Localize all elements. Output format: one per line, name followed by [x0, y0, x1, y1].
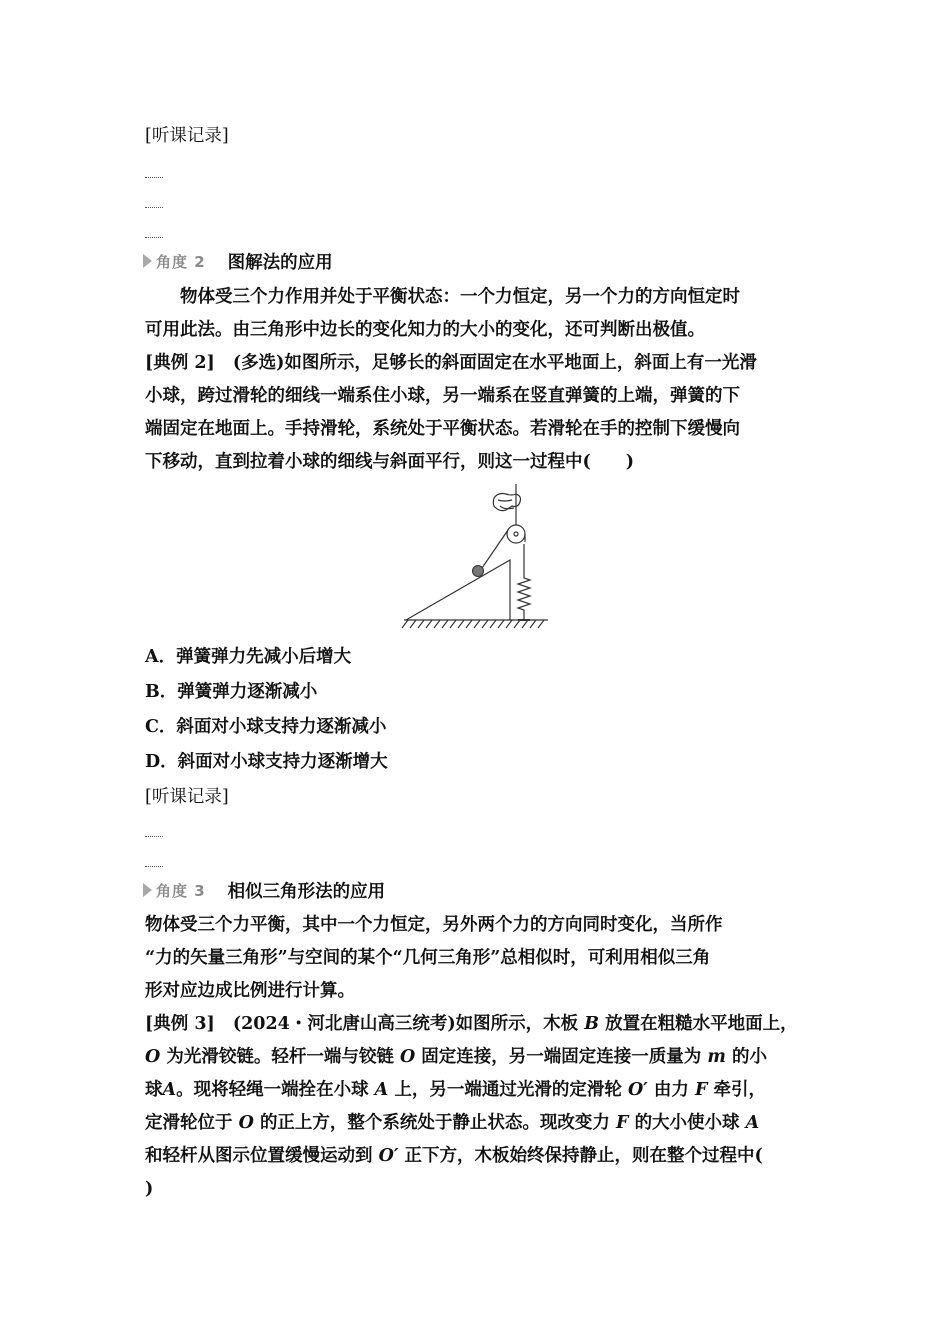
note-line: [145, 207, 163, 208]
example-text: 的正上方，整个系统处于静止状态。现改变力: [259, 1113, 610, 1133]
option-a: A．弹簧弹力先减小后增大: [145, 647, 352, 667]
paragraph-line: 物体受三个力作用并处于平衡状态：一个力恒定，另一个力的方向恒定时: [180, 287, 740, 307]
example-3-line: [145, 1111, 759, 1135]
var-a: A: [374, 1080, 389, 1100]
option-d: D．斜面对小球支持力逐渐增大: [145, 752, 388, 772]
option-b: B．弹簧弹力逐渐减小: [145, 682, 318, 702]
listening-record-label: [听课记录]: [145, 126, 229, 146]
incline-pulley-spring-diagram: [398, 482, 552, 634]
note-line: [145, 177, 163, 178]
triangle-marker-icon: [143, 254, 152, 268]
var-b: B: [584, 1014, 599, 1034]
example-3-line: [145, 1144, 763, 1168]
example-2-line: 下移动，直到拉着小球的细线与斜面平行，则这一过程中( ): [145, 452, 635, 472]
listening-record-label: [听课记录]: [145, 787, 229, 807]
example-text: 上，另一端通过光滑的定滑轮: [394, 1080, 622, 1100]
example-text: 放置在粗糙水平地面上，: [605, 1014, 798, 1034]
example-text: 由力: [653, 1080, 689, 1100]
example-text: 的小: [732, 1047, 767, 1067]
example-text: (多选)如图所示，足够长的斜面固定在水平地面上，斜面上有一光滑: [232, 353, 757, 373]
triangle-marker-icon: [143, 883, 152, 897]
var-o: O: [399, 1047, 416, 1067]
section-title: 相似三角形法的应用: [227, 881, 386, 902]
example-text: 为光滑铰链。轻杆一端与铰链: [166, 1047, 394, 1067]
example-2-line: 小球，跨过滑轮的细线一端系住小球，另一端系在竖直弹簧的上端，弹簧的下: [145, 386, 740, 406]
example-text: 的大小使小球: [634, 1113, 740, 1133]
section-heading-angle-2: [143, 250, 333, 272]
example-3-line: [145, 1045, 767, 1069]
paragraph-line: “力的矢量三角形”与空间的某个“几何三角形”总相似时，可利用相似三角: [145, 948, 711, 968]
example-3-line: [145, 1078, 766, 1102]
var-f: F: [694, 1080, 708, 1100]
var-a: A: [162, 1080, 177, 1100]
paragraph-line: 可用此法。由三角形中边长的变化知力的大小的变化，还可判断出极值。: [145, 320, 705, 340]
note-line: [145, 836, 163, 837]
example-text: 如图所示，木板: [455, 1014, 579, 1034]
example-3-line: ): [145, 1179, 154, 1199]
example-text: 。现将轻绳一端拴在小球: [176, 1080, 369, 1100]
note-line: [145, 866, 163, 867]
var-o-prime: O′: [378, 1146, 399, 1166]
example-2-line: 端固定在地面上。手持滑轮，系统处于平衡状态。若滑轮在手的控制下缓慢向: [145, 419, 740, 439]
example-source: (2024・河北唐山高三统考): [232, 1014, 456, 1034]
example-text: 和轻杆从图示位置缓慢运动到: [145, 1146, 373, 1166]
section-heading-angle-3: [143, 879, 385, 901]
option-c: C．斜面对小球支持力逐渐减小: [145, 717, 387, 737]
example-text: 牵引，: [713, 1080, 767, 1100]
section-tag: 角度 2: [156, 252, 206, 271]
paragraph-line: 物体受三个力平衡，其中一个力恒定，另外两个力的方向同时变化，当所作: [145, 915, 723, 935]
var-m: m: [707, 1047, 726, 1067]
var-o: O: [238, 1113, 254, 1133]
example-text: 定滑轮位于: [145, 1113, 233, 1133]
var-o-prime: O′: [627, 1080, 648, 1100]
example-2-line: [145, 351, 757, 375]
example-text: 球: [145, 1080, 163, 1100]
example-3-line: [145, 1012, 798, 1036]
example-label: [典例 3]: [145, 1014, 215, 1034]
section-title: 图解法的应用: [227, 252, 333, 273]
var-a: A: [745, 1113, 760, 1133]
example-text: 正下方，木板始终保持静止，则在整个过程中(: [404, 1146, 763, 1166]
paragraph-line: 形对应边成比例进行计算。: [145, 981, 355, 1001]
var-o: O: [145, 1047, 161, 1067]
var-f: F: [616, 1113, 629, 1133]
example-text: 固定连接，另一端固定连接一质量为: [421, 1047, 702, 1067]
section-tag: 角度 3: [156, 881, 206, 900]
note-line: [145, 237, 163, 238]
example-label: [典例 2]: [145, 353, 215, 373]
